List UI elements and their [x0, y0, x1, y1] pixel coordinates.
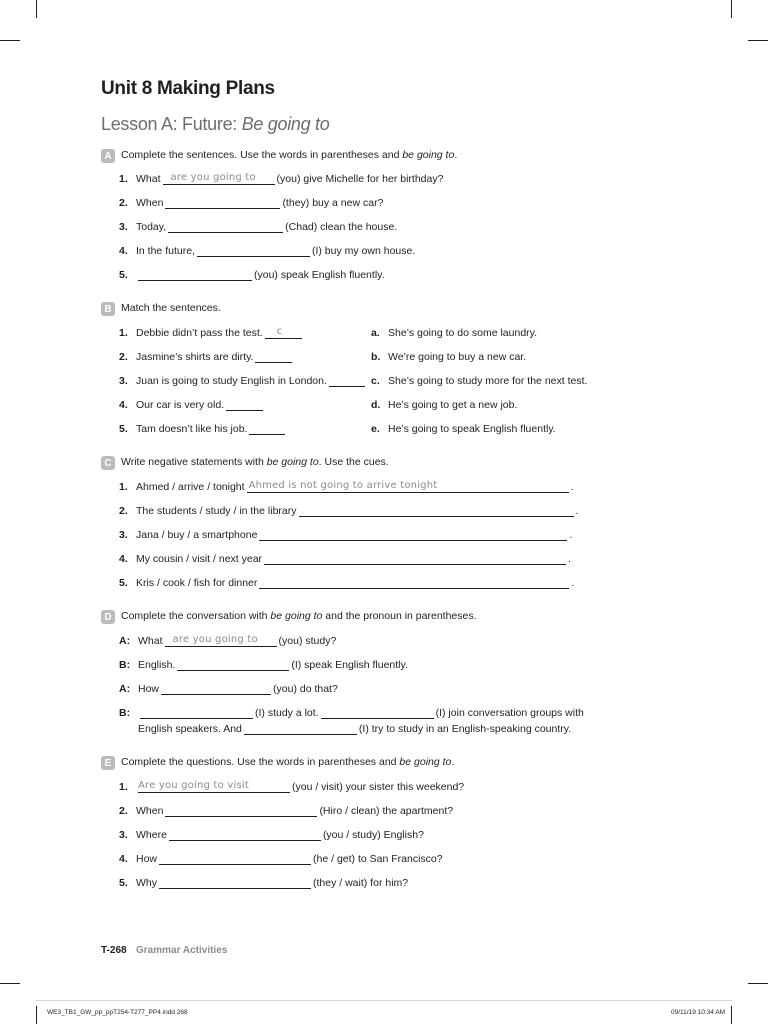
handwritten-answer: c: [276, 326, 283, 337]
item-prompt: Debbie didn’t pass the test.: [136, 327, 263, 339]
item-cue: (you) speak English fluently.: [254, 269, 385, 281]
match-left-item: [119, 349, 294, 363]
conversation-line: [119, 633, 336, 647]
section-e-item: [119, 851, 443, 865]
option-letter: c.: [371, 375, 380, 387]
crop-mark: [731, 0, 732, 18]
section-e-instruction: Complete the questions. Use the words in parentheses and be going to.: [121, 756, 455, 768]
match-right-item: [371, 397, 517, 411]
section-a-instruction: Complete the sentences. Use the words in parentheses and be going to.: [121, 149, 458, 161]
section-e-item: [119, 803, 453, 817]
handwritten-answer: Are you going to visit: [138, 780, 249, 791]
item-cue: Jana / buy / a smartphone: [136, 529, 258, 541]
speaker-label: A:: [119, 635, 131, 647]
item-prompt: Our car is very old.: [136, 399, 225, 411]
item-cue: (Hiro / clean) the apartment?: [319, 805, 454, 817]
item-number: 3.: [119, 221, 128, 233]
item-prompt: Why: [136, 877, 157, 889]
speaker-label: A:: [119, 683, 131, 695]
crop-mark: [748, 983, 768, 984]
answer-blank[interactable]: [259, 575, 569, 589]
answer-blank[interactable]: [226, 397, 263, 411]
section-e-badge: E: [101, 756, 115, 770]
option-letter: d.: [371, 399, 381, 411]
print-slug-file: WE3_TB1_GW_pp_ppT254-T277_PP4.indd 268: [47, 1009, 188, 1016]
answer-blank[interactable]: [299, 503, 574, 517]
item-prompt: Jasmine’s shirts are dirty.: [136, 351, 254, 363]
item-cue: (you) give Michelle for her birthday?: [276, 173, 444, 185]
section-c-badge: C: [101, 456, 115, 470]
crop-mark: [0, 983, 20, 984]
section-c-item: 5. Kris / cook / fish for dinner .: [119, 577, 575, 589]
answer-blank[interactable]: [165, 633, 277, 647]
match-right-item: [371, 349, 526, 363]
item-cue: (they / wait) for him?: [313, 877, 409, 889]
item-number: 4.: [119, 553, 128, 565]
speaker-label: B:: [119, 707, 131, 719]
lesson-title: [101, 114, 329, 135]
answer-blank[interactable]: [329, 373, 365, 387]
lesson-focus: Be going to: [241, 114, 330, 134]
handwritten-answer: Ahmed is not going to arrive tonight: [248, 480, 438, 491]
section-a-item: [119, 171, 443, 185]
answer-blank[interactable]: [168, 219, 283, 233]
answer-blank[interactable]: [138, 267, 252, 281]
section-a-badge: A: [101, 149, 115, 163]
option-text: He’s going to speak English fluently.: [388, 423, 556, 435]
answer-blank[interactable]: [169, 827, 321, 841]
item-number: 3.: [119, 375, 128, 387]
item-number: 2.: [119, 505, 128, 517]
item-cue: (he / get) to San Francisco?: [313, 853, 443, 865]
line-prompt: English speakers. And: [138, 723, 242, 735]
crop-mark: [36, 1006, 37, 1024]
section-c-item: 2. The students / study / in the library .: [119, 505, 579, 517]
answer-blank[interactable]: [140, 705, 253, 719]
item-prompt: In the future,: [136, 245, 195, 257]
match-left-item: [119, 373, 367, 387]
handwritten-answer: are you going to: [172, 634, 258, 645]
item-number: 4.: [119, 245, 128, 257]
slug-divider: [36, 1000, 732, 1001]
line-cue: (I) join conversation groups with: [435, 707, 584, 719]
line-cue: (you) study?: [278, 635, 337, 647]
item-number: 1.: [119, 327, 128, 339]
page-number: T-268: [101, 945, 127, 956]
match-right-item: [371, 421, 556, 435]
item-number: 4.: [119, 853, 128, 865]
answer-blank[interactable]: [249, 421, 285, 435]
line-cue: (I) speak English fluently.: [291, 659, 408, 671]
item-cue: The students / study / in the library: [136, 505, 297, 517]
option-text: He’s going to get a new job.: [388, 399, 518, 411]
unit-title: Unit 8 Making Plans: [101, 78, 275, 99]
section-a-item: [119, 195, 383, 209]
footer-section-title: Grammar Activities: [136, 945, 228, 956]
match-left-item: [119, 421, 287, 435]
section-c-item: 4. My cousin / visit / next year .: [119, 553, 571, 565]
item-number: 2.: [119, 351, 128, 363]
section-d-instruction: Complete the conversation with be going to and the pronoun in parentheses.: [121, 610, 477, 622]
item-number: 5.: [119, 577, 128, 589]
answer-blank[interactable]: [163, 171, 275, 185]
item-number: 1.: [119, 481, 128, 493]
item-number: 3.: [119, 529, 128, 541]
option-letter: b.: [371, 351, 381, 363]
item-prompt: Where: [136, 829, 167, 841]
item-prompt: How: [136, 853, 158, 865]
crop-mark: [748, 40, 768, 41]
match-right-item: [371, 325, 537, 339]
answer-blank[interactable]: [255, 349, 292, 363]
line-prompt: English.: [138, 659, 176, 671]
item-number: 5.: [119, 269, 128, 281]
answer-blank[interactable]: [259, 527, 567, 541]
item-number: 2.: [119, 805, 128, 817]
item-number: 1.: [119, 173, 128, 185]
section-d-badge: D: [101, 610, 115, 624]
match-left-item: [119, 397, 265, 411]
lesson-prefix: Lesson A: Future:: [101, 114, 242, 134]
answer-blank[interactable]: [264, 551, 566, 565]
section-e-item: [119, 875, 408, 889]
item-cue: (they) buy a new car?: [282, 197, 384, 209]
item-cue: (Chad) clean the house.: [285, 221, 398, 233]
answer-blank[interactable]: [159, 875, 311, 889]
option-text: We’re going to buy a new car.: [388, 351, 527, 363]
item-cue: (you / study) English?: [322, 829, 424, 841]
answer-blank[interactable]: [165, 803, 317, 817]
item-prompt: What: [136, 173, 161, 185]
item-prompt: When: [136, 197, 164, 209]
speaker-label: B:: [119, 659, 131, 671]
answer-blank[interactable]: [321, 705, 434, 719]
item-cue: Ahmed / arrive / tonight: [136, 481, 245, 493]
answer-blank[interactable]: [247, 479, 569, 493]
item-number: 5.: [119, 877, 128, 889]
item-cue: My cousin / visit / next year: [136, 553, 263, 565]
option-letter: e.: [371, 423, 380, 435]
conversation-line-continued: [138, 721, 571, 735]
item-number: 1.: [119, 781, 128, 793]
item-cue: (I) buy my own house.: [311, 245, 416, 257]
option-text: She’s going to do some laundry.: [388, 327, 538, 339]
line-cue: (you) do that?: [273, 683, 338, 695]
section-c-item: 1. Ahmed / arrive / tonight Ahmed is not going to arrive tonight .: [119, 480, 574, 493]
conversation-line: [119, 705, 584, 719]
answer-blank[interactable]: [161, 681, 271, 695]
item-prompt: Juan is going to study English in London.: [136, 375, 327, 387]
print-slug-date: 09/11/19 10:34 AM: [671, 1009, 726, 1016]
line-prompt: What: [138, 635, 163, 647]
section-e-item: [119, 827, 424, 841]
answer-blank[interactable]: [177, 657, 289, 671]
item-number: 5.: [119, 423, 128, 435]
answer-blank[interactable]: [138, 779, 290, 793]
item-prompt: Tam doesn’t like his job.: [136, 423, 248, 435]
section-c-instruction: Write negative statements with be going to. Use the cues.: [121, 456, 389, 468]
answer-blank[interactable]: [244, 721, 357, 735]
section-a-item: [119, 267, 385, 281]
section-c-item: 3. Jana / buy / a smartphone .: [119, 529, 573, 541]
line-cue: (I) study a lot.: [255, 707, 319, 719]
section-a-item: [119, 243, 415, 257]
answer-blank[interactable]: [265, 325, 302, 339]
item-cue: Kris / cook / fish for dinner: [136, 577, 258, 589]
conversation-line: [119, 657, 408, 671]
line-prompt: How: [138, 683, 160, 695]
item-number: 4.: [119, 399, 128, 411]
crop-mark: [0, 40, 20, 41]
match-right-item: [371, 373, 587, 387]
section-a-item: [119, 219, 397, 233]
crop-mark: [36, 0, 37, 18]
answer-blank[interactable]: [165, 195, 280, 209]
item-number: 3.: [119, 829, 128, 841]
match-left-item: [119, 325, 304, 339]
item-number: 2.: [119, 197, 128, 209]
section-e-item: [119, 779, 464, 793]
section-b-instruction: Match the sentences.: [121, 302, 221, 314]
answer-blank[interactable]: [159, 851, 311, 865]
section-b-badge: B: [101, 302, 115, 316]
option-letter: a.: [371, 327, 380, 339]
item-prompt: When: [136, 805, 164, 817]
handwritten-answer: are you going to: [170, 172, 256, 183]
option-text: She’s going to study more for the next test.: [388, 375, 588, 387]
item-cue: (you / visit) your sister this weekend?: [292, 781, 465, 793]
conversation-line: [119, 681, 338, 695]
answer-blank[interactable]: [197, 243, 310, 257]
item-prompt: Today,: [136, 221, 167, 233]
line-cue: (I) try to study in an English-speaking country.: [358, 723, 572, 735]
crop-mark: [731, 1006, 732, 1024]
